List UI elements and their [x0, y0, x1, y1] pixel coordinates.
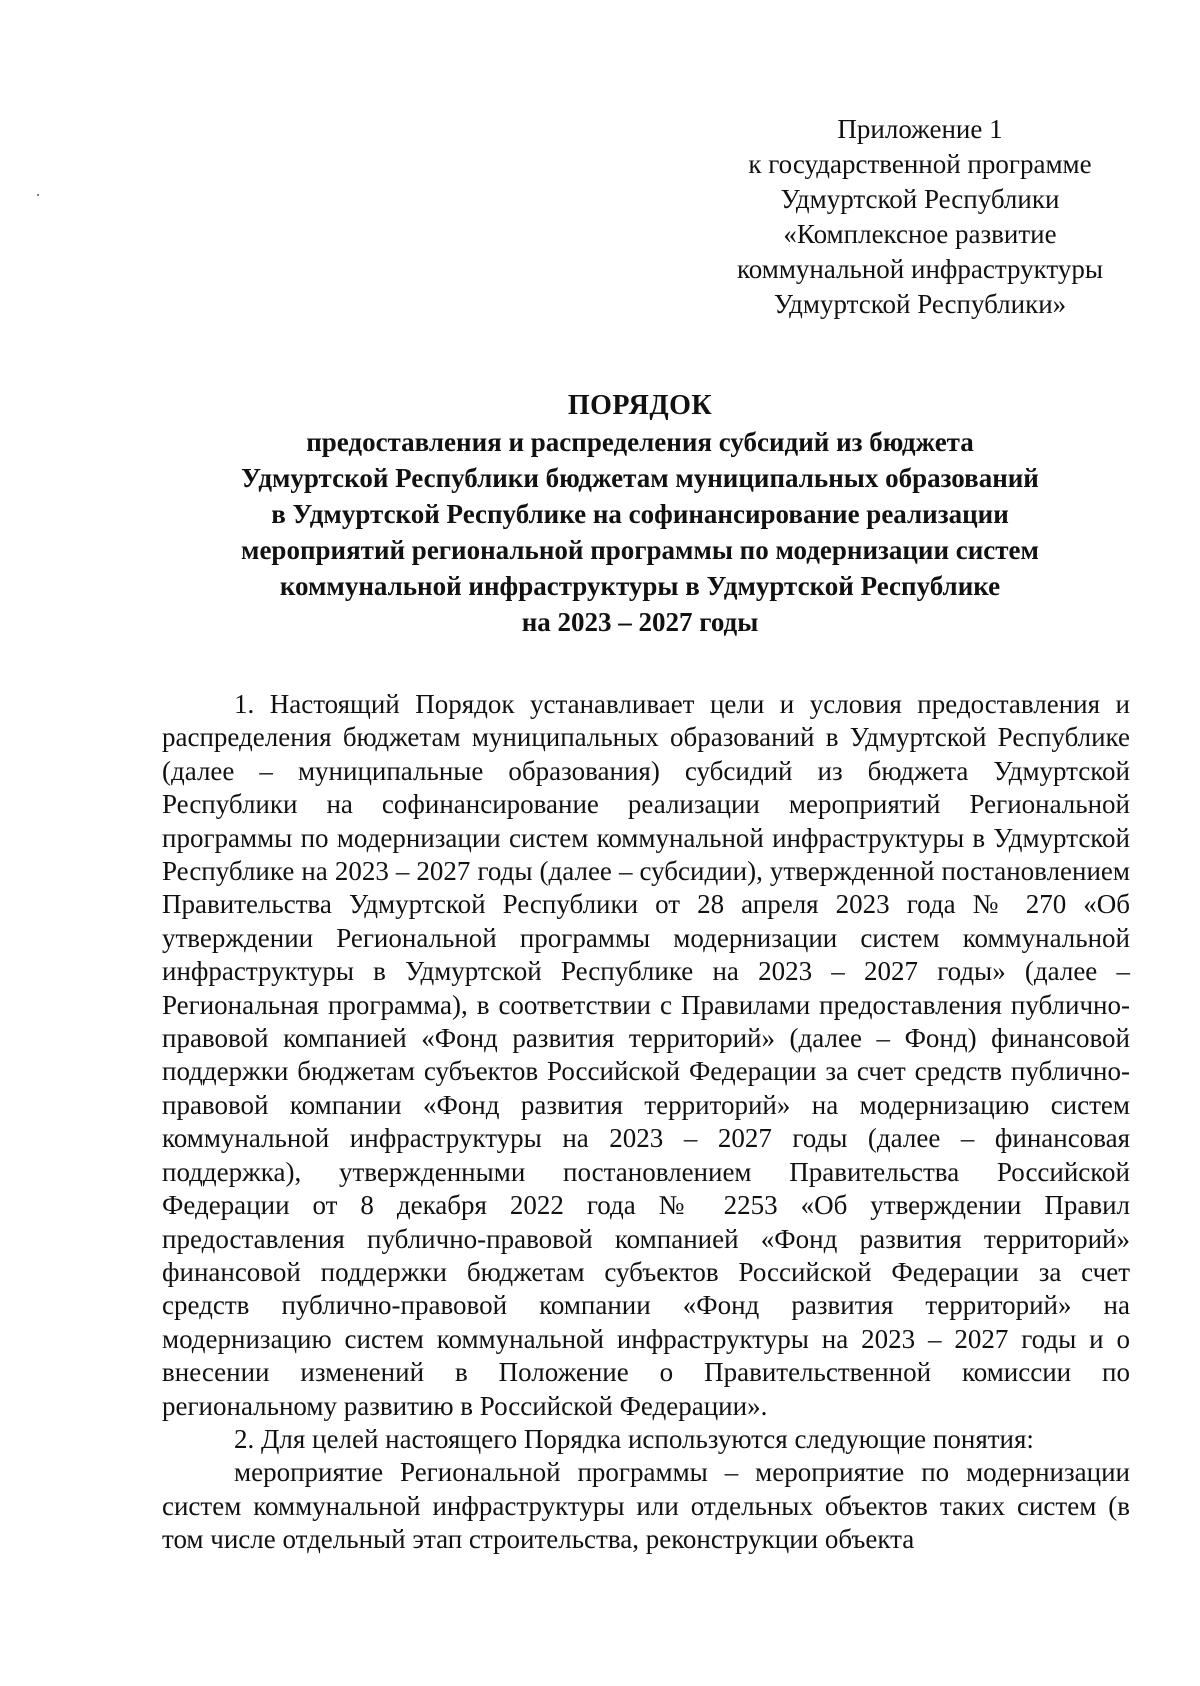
title-subtitle-line: Удмуртской Республики бюджетам муниципальных образований — [241, 463, 1039, 493]
paragraph-2-definitions: 2. Для целей настоящего Порядка используются следующие понятия: — [234, 1423, 1034, 1454]
paragraph-definition-measure: мероприятие Региональной программы – мероприятие по модернизации систем коммунальной инфраструктуры или отдельных объектов таких систем (в том числе отдельный этап строительства, реконструкции объекта — [162, 1457, 1130, 1555]
appendix-line: коммунальной инфраструктуры — [737, 254, 1103, 284]
title-subtitle-line: в Удмуртской Республике на софинансирование реализации — [271, 499, 1009, 529]
appendix-header — [720, 112, 1120, 322]
title-subtitle-line: предоставления и распределения субсидий из бюджета — [306, 427, 974, 457]
title-subtitle-line: мероприятий региональной программы по модернизации систем — [241, 535, 1039, 565]
paragraph-1-purpose: 1. Настоящий Порядок устанавливает цели и условия предоставления и распределения бюджетам муниципальных образований в Удмуртской Республике (далее – муниципальные образования) субсидий из бюджета Удмуртской Республики на софинансирование реализации мероприятий Региональной программы по модернизации систем коммунальной инфраструктуры в Удмуртской Республике на 2023 – 2027 годы (далее – субсидии), утвержденной постановлением Правительства Удмуртской Республики от 28 апреля 2023 года № 270 «Об утверждении Региональной программы модернизации систем коммунальной инфраструктуры в Удмуртской Республике на 2023 – 2027 годы» (далее – Региональная программа), в соответствии с Правилами предоставления публично-правовой компанией «Фонд развития территорий» (далее – Фонд) финансовой поддержки бюджетам субъектов Российской Федерации за счет средств публично-правовой компании «Фонд развития территорий» на модернизацию систем коммунальной инфраструктуры на 2023 – 2027 годы (далее – финансовая поддержка), утвержденными постановлением Правительства Российской Федерации от 8 декабря 2022 года № 2253 «Об утверждении Правил предоставления публично-правовой компанией «Фонд развития территорий» финансовой поддержки бюджетам субъектов Российской Федерации за счет средств публично-правовой компании «Фонд развития территорий» на модернизацию систем коммунальной инфраструктуры на 2023 – 2027 годы и о внесении изменений в Положение о Правительственной комиссии по региональному развитию в Российской Федерации». — [162, 689, 1130, 1421]
appendix-line: Удмуртской Республики — [780, 184, 1060, 214]
scan-speck — [37, 194, 39, 196]
appendix-line: к государственной программе — [748, 149, 1092, 179]
title-heading: ПОРЯДОК — [567, 390, 713, 421]
appendix-line: Приложение 1 — [837, 114, 1003, 144]
document-title — [160, 388, 1120, 640]
title-subtitle-line: коммунальной инфраструктуры в Удмуртской Республике — [279, 571, 1001, 601]
appendix-line: Удмуртской Республики» — [773, 289, 1067, 319]
document-body — [162, 688, 1130, 1557]
title-subtitle-line: на 2023 – 2027 годы — [521, 607, 759, 637]
appendix-line: «Комплексное развитие — [783, 219, 1057, 249]
